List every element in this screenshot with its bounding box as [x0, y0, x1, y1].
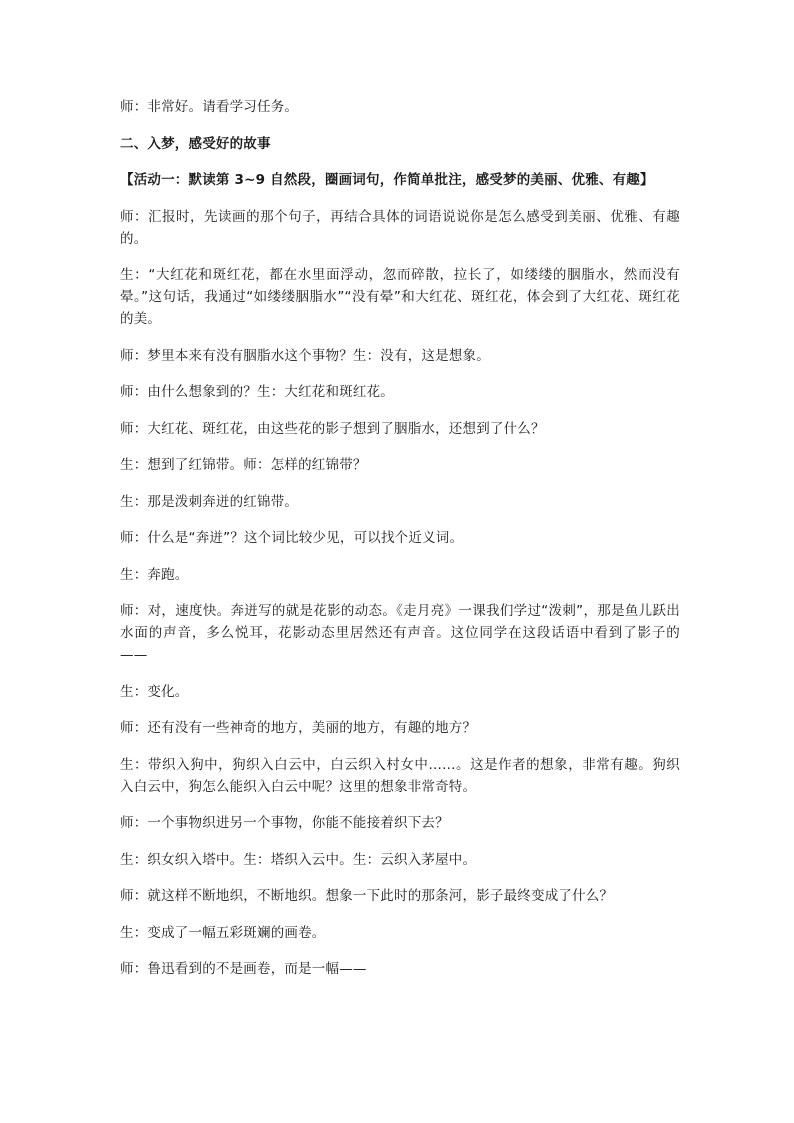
paragraph: 生：那是泼刺奔迸的红锦带。 — [120, 493, 299, 510]
paragraph: 师：汇报时，先读画的那个句子，再结合具体的词语说说你是怎么感受到美丽、优雅、有趣的。 — [120, 208, 680, 247]
paragraph: 生：变化。 — [120, 683, 189, 700]
paragraph: 师：非常好。请看学习任务。 — [120, 99, 299, 115]
paragraph: 生：奔跑。 — [120, 566, 189, 583]
paragraph: 师：梦里本来有没有胭脂水这个事物？生：没有，这是想象。 — [120, 347, 490, 364]
paragraph: 师：鲁迅看到的不是画卷，而是一幅—— — [120, 961, 367, 977]
paragraph: 师：一个事物织进另一个事物，你能不能接着织下去？ — [120, 815, 449, 831]
paragraph: 生：带织入狗中，狗织入白云中，白云织入村女中……。这是作者的想象，非常有趣。狗织入白云中，狗怎么能织入白云中呢？这里的想象非常奇特。 — [120, 756, 680, 795]
paragraph: 生：织女织入塔中。生：塔织入云中。生：云织入茅屋中。 — [120, 851, 477, 868]
paragraph: 师：由什么想象到的？生：大红花和斑红花。 — [120, 384, 394, 400]
paragraph: 生：“大红花和斑红花，都在水里面浮动，忽而碎散，拉长了，如缕缕的胭脂水，然而没有晕。”这句话，我通过“如缕缕胭脂水”“没有晕”和大红花、斑红花，体会到了大红花、斑红花的美。 — [120, 267, 680, 327]
paragraph: 师：大红花、斑红花，由这些花的影子想到了胭脂水，还想到了什么？ — [120, 420, 545, 437]
document-body — [120, 96, 680, 995]
paragraph: 师：就这样不断地织，不断地织。想象一下此时的那条河，影子最终变成了什么？ — [120, 888, 614, 904]
paragraph: 生：变成了一幅五彩斑斓的画卷。 — [120, 924, 326, 941]
paragraph: 师：还有没有一些神奇的地方，美丽的地方，有趣的地方？ — [120, 720, 477, 736]
paragraph: 师：对，速度快。奔迸写的就是花影的动态。《走月亮》一课我们学过“泼刺”，那是鱼儿跃出水面的声音，多么悦耳，花影动态里居然还有声音。这位同学在这段话语中看到了影子的—— — [120, 603, 680, 663]
section-heading: 二、入梦，感受好的故事 — [120, 135, 271, 152]
paragraph: 师：什么是“奔迸”？这个词比较少见，可以找个近义词。 — [120, 530, 464, 546]
activity-heading: 【活动一：默读第 3~9 自然段，圈画词句，作简单批注，感受梦的美丽、优雅、有趣】 — [120, 172, 654, 188]
paragraph: 生：想到了红锦带。师：怎样的红锦带？ — [120, 457, 367, 473]
